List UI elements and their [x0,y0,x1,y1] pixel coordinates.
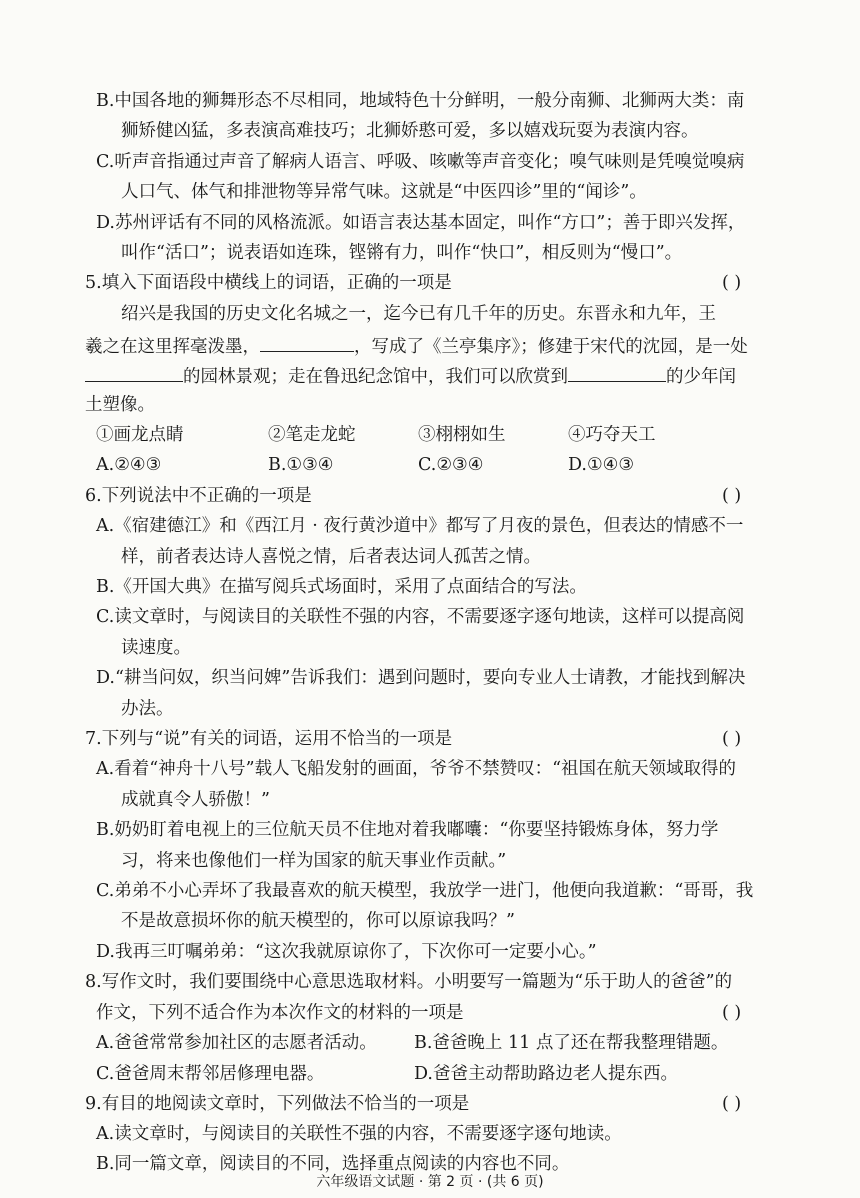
q5-choice-a: A.②④③ [96,455,162,475]
q8-option-c: C.爸爸周末帮邻居修理电器。 [96,1064,325,1084]
q6-answer-paren: ( ) [722,486,742,506]
q7-answer-paren: ( ) [722,729,742,749]
q5-passage-line2-b: ，写成了《兰亭集序》；修建于宋代的沈园，是一处 [354,337,748,357]
q5-word-4: ④巧夺天工 [568,425,656,445]
q5-choice-c: C.②③④ [418,455,484,475]
q4-option-d-line2: 叫作“活口”；说表语如连珠，铿锵有力，叫作“快口”，相反则为“慢口”。 [121,243,683,263]
q5-passage-line4: 土塑像。 [85,395,155,415]
q6-option-b: B.《开国大典》在描写阅兵式场面时，采用了点面结合的写法。 [96,577,587,597]
q6-option-d-line2: 办法。 [121,699,174,719]
q5-passage-line3 [85,361,736,390]
q8-option-a: A.爸爸常常参加社区的志愿者活动。 [96,1033,377,1053]
q9-option-a: A.读文章时，与阅读目的关联性不强的内容，不需要逐字逐句地读。 [96,1124,622,1144]
q7-option-c-line1: C.弟弟不小心弄坏了我最喜欢的航天模型，我放学一进门，他便向我道歉：“哥哥，我 [96,881,754,901]
q5-passage-line3-b: 的少年闰 [666,367,736,387]
q7-option-d: D.我再三叮嘱弟弟：“这次我就原谅你了，下次你可一定要小心。” [96,942,597,962]
q7-option-b-line2: 习，将来也像他们一样为国家的航天事业作贡献。” [121,851,507,871]
q5-stem: 5.填入下面语段中横线上的词语，正确的一项是 [85,273,452,293]
q5-blank-1 [260,331,354,352]
q7-stem: 7.下列与“说”有关的词语，运用不恰当的一项是 [85,729,453,749]
q9-option-b: B.同一篇文章，阅读目的不同，选择重点阅读的内容也不同。 [96,1154,570,1174]
q5-passage-line2-a: 羲之在这里挥毫泼墨， [85,337,260,357]
q9-stem: 9.有目的地阅读文章时，下列做法不恰当的一项是 [85,1094,470,1114]
q5-blank-2 [85,361,183,382]
q7-option-a-line1: A.看着“神舟十八号”载人飞船发射的画面，爷爷不禁赞叹：“祖国在航天领域取得的 [96,759,737,779]
q5-answer-paren: ( ) [722,273,742,293]
q4-option-b-line1: B.中国各地的狮舞形态不尽相同，地域特色十分鲜明，一般分南狮、北狮两大类：南 [96,91,745,111]
q8-stem-line1: 8.写作文时，我们要围绕中心意思选取材料。小明要写一篇题为“乐于助人的爸爸”的 [85,972,733,992]
q8-stem-line2: 作文，下列不适合作为本次作文的材料的一项是 [96,1003,464,1023]
q6-option-a-line1: A.《宿建德江》和《西江月 · 夜行黄沙道中》都写了月夜的景色，但表达的情感不一 [96,516,744,536]
q6-option-a-line2: 样，前者表达诗人喜悦之情，后者表达词人孤苦之情。 [121,547,541,567]
q6-stem: 6.下列说法中不正确的一项是 [85,486,312,506]
q6-option-c-line1: C.读文章时，与阅读目的关联性不强的内容，不需要逐字逐句地读，这样可以提高阅 [96,607,745,627]
q4-option-b-line2: 狮矫健凶猛，多表演高难技巧；北狮娇憨可爱，多以嬉戏玩耍为表演内容。 [121,121,699,141]
q5-word-1: ①画龙点睛 [96,425,184,445]
q4-option-d-line1: D.苏州评话有不同的风格流派。如语言表达基本固定，叫作“方口”；善于即兴发挥， [96,213,746,233]
q7-option-a-line2: 成就真令人骄傲！” [121,790,270,810]
q9-answer-paren: ( ) [722,1094,742,1114]
page-footer: 六年级语文试题 · 第 2 页 · (共 6 页) [316,1174,544,1190]
q4-option-c-line1: C.听声音指通过声音了解病人语言、呼吸、咳嗽等声音变化；嗅气味则是凭嗅觉嗅病 [96,152,745,172]
q5-choice-d: D.①④③ [568,455,635,475]
q5-passage-line3-a: 的园林景观；走在鲁迅纪念馆中，我们可以欣赏到 [183,367,568,387]
q6-option-d-line1: D.“耕当问奴，织当问婢”告诉我们：遇到问题时，要向专业人士请教，才能找到解决 [96,668,746,688]
q5-passage-line1: 绍兴是我国的历史文化名城之一，迄今已有几千年的历史。东晋永和九年，王 [121,304,716,324]
q8-answer-paren: ( ) [722,1003,742,1023]
q6-option-c-line2: 读速度。 [121,638,191,658]
q7-option-c-line2: 不是故意损坏你的航天模型的，你可以原谅我吗？” [121,911,515,931]
q8-option-b: B.爸爸晚上 11 点了还在帮我整理错题。 [414,1033,729,1053]
q8-option-d: D.爸爸主动帮助路边老人提东西。 [414,1064,678,1084]
q4-option-c-line2: 人口气、体气和排泄物等异常气味。这就是“中医四诊”里的“闻诊”。 [121,182,647,202]
q5-word-3: ③栩栩如生 [418,425,506,445]
q7-option-b-line1: B.奶奶盯着电视上的三位航天员不住地对着我嘟囔：“你要坚持锻炼身体，努力学 [96,820,719,840]
q5-blank-3 [568,361,666,382]
q5-choice-b: B.①③④ [268,455,334,475]
q5-word-2: ②笔走龙蛇 [268,425,356,445]
q5-passage-line2 [85,331,748,360]
